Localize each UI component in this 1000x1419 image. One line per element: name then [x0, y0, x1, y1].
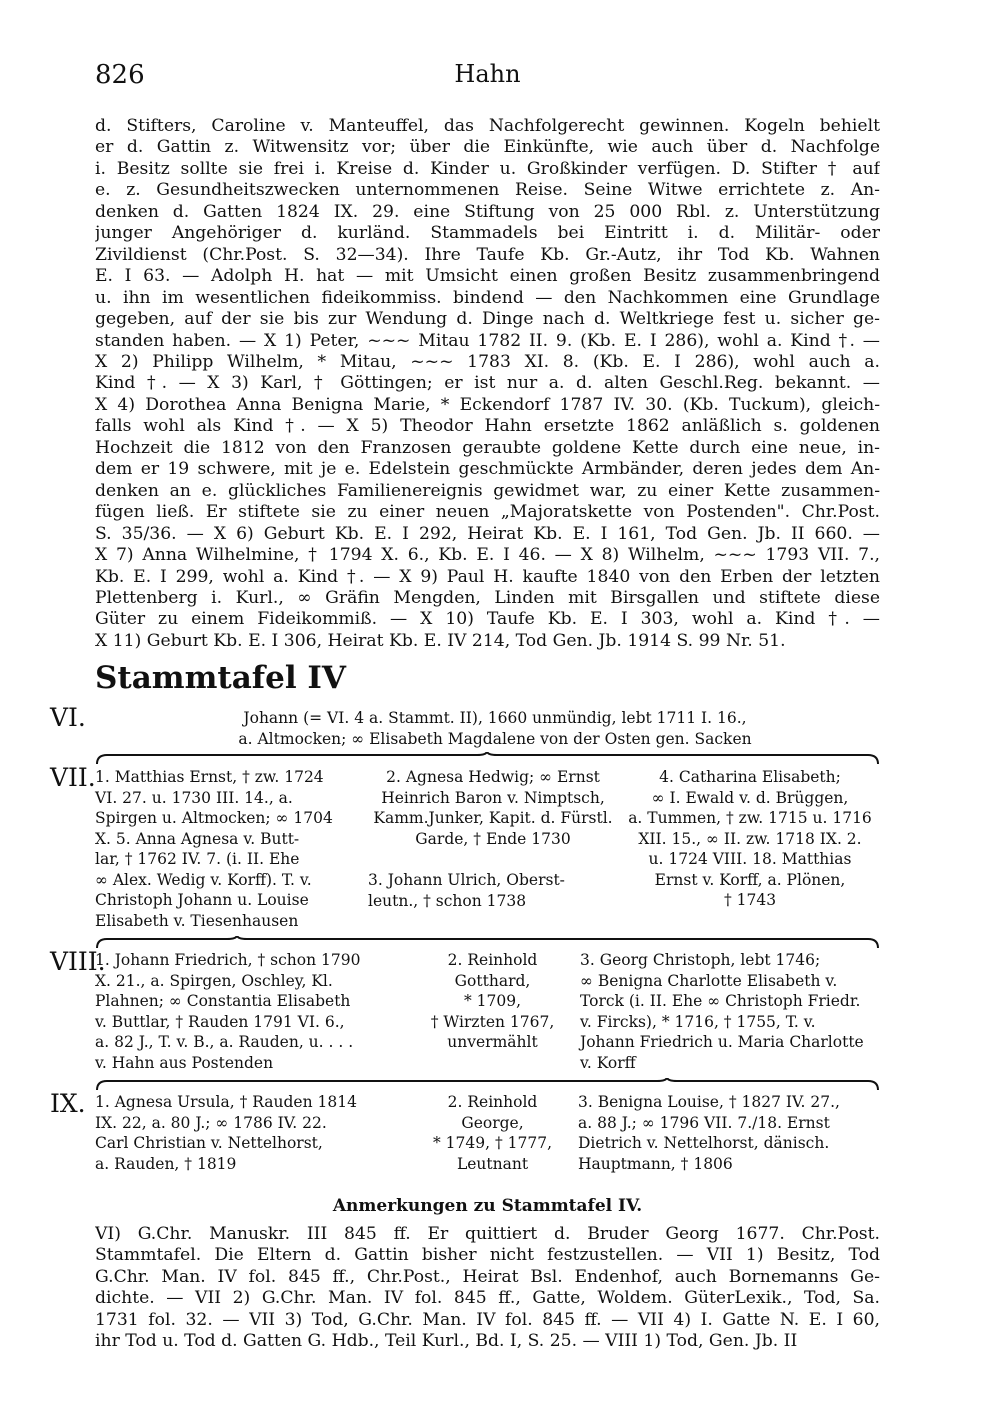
- generation-vii-child-1: [95, 767, 365, 931]
- text-line: leutn., † schon 1738: [368, 891, 527, 910]
- text-line: Leutnant: [456, 1154, 529, 1173]
- text-line: v. Hahn aus Postenden: [95, 1053, 274, 1072]
- page-number: 826: [95, 60, 145, 90]
- stammtafel-title: Stammtafel IV: [95, 660, 346, 696]
- text-line: 2. Reinhold: [447, 1093, 538, 1111]
- text-line: Plettenberg i. Kurl., ∞ Gräfin Mengden, Linden mit Birsgallen und stiftete diese: [95, 587, 880, 608]
- text-line: e. z. Gesundheitszwecken unternommenen Reise. Seine Witwe errichtete z. An-: [95, 180, 880, 201]
- text-line: Güter zu einem Fideikommiß. — X 10) Taufe Kb. E. I 303, wohl a. Kind †. —: [95, 609, 880, 630]
- notes-paragraph: [95, 1224, 880, 1353]
- text-line: dichte. — VII 2) G.Chr. Man. IV fol. 845 ff., Gatte, Woldem. GüterLexik., Tod, Sa.: [95, 1288, 880, 1309]
- text-line: v. Korff: [580, 1053, 636, 1072]
- text-line: 1731 fol. 32. — VII 3) Tod, G.Chr. Man. IV fol. 845 ff. — VII 4) I. Gatte N. E. I 60,: [95, 1309, 880, 1330]
- text-line: Dietrich v. Nettelhorst, dänisch.: [578, 1134, 830, 1152]
- text-line: X. 5. Anna Agnesa v. Butt-: [95, 829, 300, 848]
- generation-viii-child-2: [415, 950, 570, 1053]
- text-line: 2. Agnesa Hedwig; ∞ Ernst: [386, 768, 600, 786]
- running-head: Hahn: [454, 60, 521, 88]
- text-line: Zivildienst (Chr.Post. S. 32—34). Ihre Taufe Kb. Gr.-Autz, ihr Tod Kb. Wahnen: [95, 244, 880, 265]
- text-line: 3. Johann Ulrich, Oberst-: [368, 871, 565, 889]
- notes-title: Anmerkungen zu Stammtafel IV.: [332, 1196, 643, 1216]
- text-line: Torck (i. II. Ehe ∞ Christoph Friedr.: [580, 992, 861, 1010]
- generation-label-vii: VII.: [50, 763, 96, 792]
- text-line: Elisabeth v. Tiesenhausen: [95, 911, 299, 930]
- text-line: Heinrich Baron v. Nimptsch,: [381, 788, 605, 807]
- text-line: † Wirzten 1767,: [430, 1012, 555, 1031]
- text-line: 2. Reinhold: [447, 951, 538, 969]
- generation-label-vi: VI.: [50, 703, 86, 732]
- text-line: * 1749, † 1777,: [432, 1134, 553, 1152]
- text-line: a. 88 J.; ∞ 1796 VII. 7./18. Ernst: [578, 1113, 830, 1132]
- text-line: falls wohl als Kind †. — X 5) Theodor Hahn ersetzte 1862 anläßlich s. goldenen: [95, 416, 880, 437]
- text-line: X 2) Philipp Wilhelm, * Mitau, ~~~ 1783 XI. 8. (Kb. E. I 286), wohl auch a.: [95, 351, 880, 372]
- generation-vii-child-4: [615, 767, 885, 911]
- text-line: 3. Benigna Louise, † 1827 IV. 27.,: [578, 1093, 840, 1111]
- text-line: Plahnen; ∞ Constantia Elisabeth: [95, 992, 351, 1010]
- text-line: ∞ Benigna Charlotte Elisabeth v.: [580, 971, 838, 990]
- text-line: denken an e. glückliches Familienereignis gewidmet war, zu einer Kette zusammen-: [95, 480, 880, 501]
- text-line: u. ihn im wesentlichen fideikommiss. bindend — den Nachkommen eine Grundlage: [95, 287, 880, 308]
- text-line: E. I 63. — Adolph H. hat — mit Umsicht einen großen Besitz zusammenbringend: [95, 266, 880, 287]
- generation-viii-child-3: [580, 950, 885, 1073]
- text-line: † 1743: [723, 891, 777, 909]
- text-line: v. Fircks), * 1716, † 1755, T. v.: [580, 1012, 816, 1031]
- text-line: 3. Georg Christoph, lebt 1746;: [580, 951, 821, 969]
- text-line: Spirgen u. Altmocken; ∞ 1704: [95, 809, 333, 827]
- text-line: * 1709,: [463, 992, 522, 1010]
- text-line: X 11) Geburt Kb. E. I 306, Heirat Kb. E. IV 214, Tod Gen. Jb. 1914 S. 99 Nr. 51.: [95, 630, 786, 651]
- text-line: a. 82 J., T. v. B., a. Rauden, u. . . .: [95, 1033, 354, 1051]
- text-line: lar, † 1762 IV. 7. (i. II. Ehe: [95, 850, 300, 868]
- text-line: unvermählt: [447, 1033, 538, 1051]
- text-line: 1. Agnesa Ursula, † Rauden 1814: [95, 1093, 357, 1111]
- text-line: i. Besitz sollte sie frei i. Kreise d. Kinder u. Großkinder verfügen. D. Stifter † auf: [95, 158, 880, 179]
- text-line: Kb. E. I 299, wohl a. Kind †. — X 9) Paul H. kaufte 1840 von den Erben der letzten: [95, 566, 880, 587]
- text-line: Christoph Johann u. Louise: [95, 891, 309, 909]
- generation-ix-child-3: [578, 1092, 886, 1174]
- text-line: u. 1724 VIII. 18. Matthias: [648, 850, 852, 868]
- text-line: Garde, † Ende 1730: [415, 829, 571, 848]
- generation-vi-entry: [110, 708, 880, 749]
- brace-divider: [95, 752, 880, 766]
- text-line: VI. 27. u. 1730 III. 14., a.: [95, 788, 293, 807]
- text-line: G.Chr. Man. IV fol. 845 ff., Chr.Post., Heirat Bsl. Endenhof, auch Bornemanns Ge-: [95, 1266, 880, 1287]
- text-line: George,: [461, 1113, 524, 1132]
- text-line: Ernst v. Korff, a. Plönen,: [654, 870, 846, 889]
- generation-ix-child-1: [95, 1092, 425, 1174]
- intro-paragraph: [95, 116, 880, 652]
- text-line: a. Altmocken; ∞ Elisabeth Magdalene von der Osten gen. Sacken: [238, 729, 752, 748]
- generation-label-ix: IX.: [50, 1089, 86, 1118]
- text-line: Carl Christian v. Nettelhorst,: [95, 1134, 323, 1152]
- text-line: Gotthard,: [454, 971, 531, 990]
- text-line: er d. Gattin z. Witwensitz vor; über die Einkünfte, wie auch über d. Nachfolge: [95, 137, 880, 158]
- text-line: a. Rauden, † 1819: [95, 1154, 237, 1173]
- brace-divider: [95, 936, 880, 950]
- generation-vii-child-3: [368, 870, 630, 911]
- generation-vii-child-2: [362, 767, 624, 849]
- text-line: 1. Matthias Ernst, † zw. 1724: [95, 768, 324, 786]
- text-line: a. Tummen, † zw. 1715 u. 1716: [628, 809, 872, 827]
- text-line: Johann Friedrich u. Maria Charlotte: [580, 1033, 864, 1051]
- text-line: standen haben. — X 1) Peter, ~~~ Mitau 1782 II. 9. (Kb. E. I 286), wohl a. Kind †. —: [95, 330, 880, 351]
- text-line: Kamm.Junker, Kapit. d. Fürstl.: [373, 809, 613, 827]
- text-line: X 7) Anna Wilhelmine, † 1794 X. 6., Kb. E. I 46. — X 8) Wilhelm, ~~~ 1793 VII. 7.,: [95, 545, 880, 566]
- text-line: VI) G.Chr. Manuskr. III 845 ff. Er quittiert d. Bruder Georg 1677. Chr.Post.: [95, 1224, 880, 1244]
- text-line: Hauptmann, † 1806: [578, 1154, 733, 1173]
- text-line: Stammtafel. Die Eltern d. Gattin bisher nicht festzustellen. — VII 1) Besitz, Tod: [95, 1245, 880, 1266]
- text-line: denken d. Gatten 1824 IX. 29. eine Stiftung von 25 000 Rbl. z. Unterstützung: [95, 201, 880, 222]
- text-line: 4. Catharina Elisabeth;: [659, 768, 841, 786]
- page-header: [95, 60, 880, 94]
- text-line: X 4) Dorothea Anna Benigna Marie, * Eckendorf 1787 IV. 30. (Kb. Tuckum), gleich-: [95, 394, 880, 415]
- text-line: dem er 19 schwere, mit je e. Edelstein geschmückte Armbänder, deren jedes dem An-: [95, 459, 880, 480]
- text-line: S. 35/36. — X 6) Geburt Kb. E. I 292, Heirat Kb. E. I 161, Tod Gen. Jb. II 660. —: [95, 523, 880, 544]
- text-line: junger Angehöriger d. kurländ. Stammadels bei Eintritt i. d. Militär- oder: [95, 223, 880, 244]
- text-line: XII. 15., ∞ II. zw. 1718 IX. 2.: [638, 829, 862, 848]
- text-line: v. Buttlar, † Rauden 1791 VI. 6.,: [95, 1012, 345, 1031]
- text-line: Kind †. — X 3) Karl, † Göttingen; er ist nur a. d. alten Geschl.Reg. bekannt. —: [95, 373, 880, 394]
- generation-ix-child-2: [415, 1092, 570, 1174]
- text-line: Johann (= VI. 4 a. Stammt. II), 1660 unmündig, lebt 1711 I. 16.,: [243, 709, 747, 727]
- brace-divider: [95, 1078, 880, 1092]
- text-line: ∞ Alex. Wedig v. Korff). T. v.: [95, 870, 312, 889]
- text-line: X. 21., a. Spirgen, Oschley, Kl.: [95, 971, 333, 990]
- generation-viii-child-1: [95, 950, 430, 1073]
- text-line: ihr Tod u. Tod d. Gatten G. Hdb., Teil Kurl., Bd. I, S. 25. — VIII 1) Tod, Gen. Jb. II: [95, 1331, 798, 1352]
- text-line: fügen ließ. Er stiftete sie zu einer neuen „Majoratskette von Postenden". Chr.Post.: [95, 502, 880, 523]
- text-line: IX. 22, a. 80 J.; ∞ 1786 IV. 22.: [95, 1113, 327, 1132]
- generation-label-viii: VIII.: [50, 947, 106, 976]
- text-line: Hochzeit die 1812 von den Franzosen geraubte goldene Kette durch eine neue, in-: [95, 437, 880, 458]
- text-line: 1. Johann Friedrich, † schon 1790: [95, 951, 361, 969]
- text-line: gegeben, auf der sie bis zur Wendung d. Dinge nach d. Weltkriege fest u. sicher ge-: [95, 309, 880, 330]
- text-line: ∞ I. Ewald v. d. Brüggen,: [651, 788, 849, 807]
- text-line: d. Stifters, Caroline v. Manteuffel, das Nachfolgerecht gewinnen. Kogeln behielt: [95, 116, 880, 136]
